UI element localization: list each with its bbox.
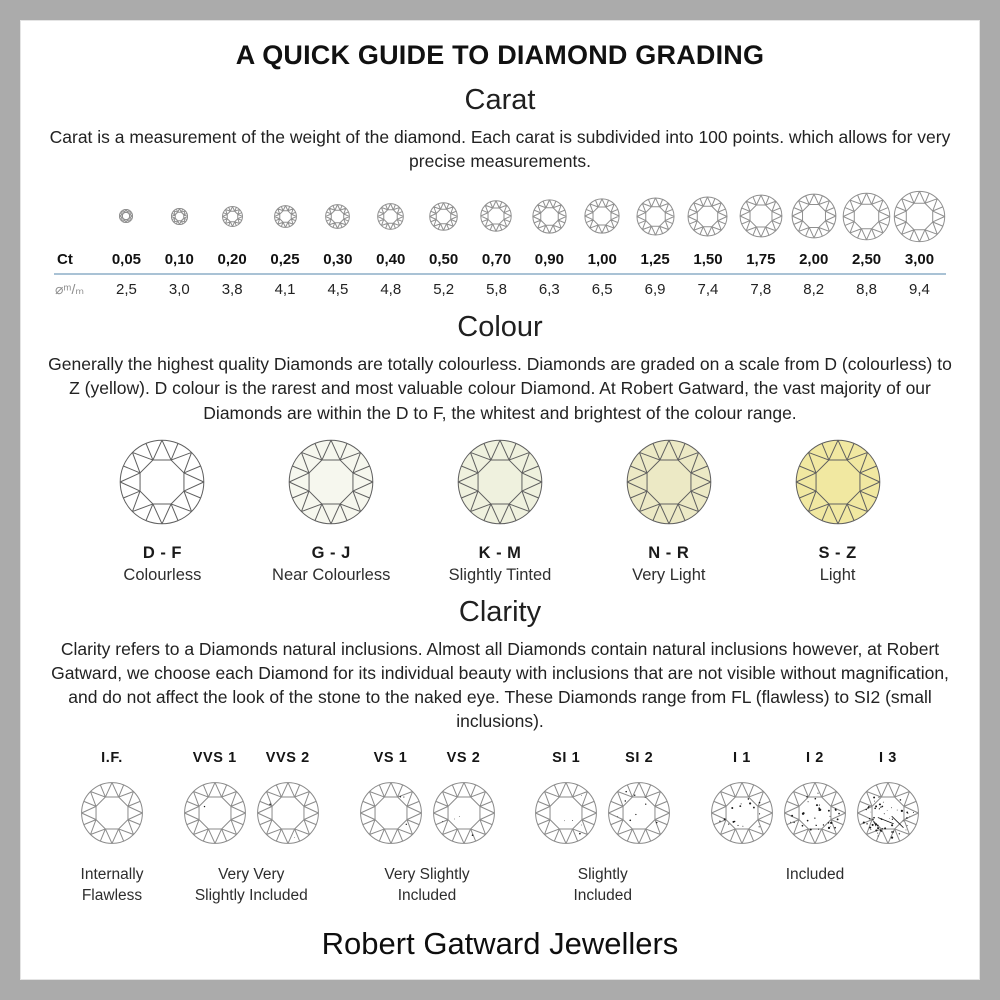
diamond-icon: [625, 438, 713, 531]
diameter-value: 5,8: [486, 281, 507, 299]
diamond-size-icon: [682, 187, 735, 245]
diamond-size-icon: [893, 187, 946, 245]
clarity-group: [80, 750, 144, 906]
colour-grade-label: Very Light: [632, 565, 706, 584]
clarity-group: [710, 750, 920, 906]
colour-grade: [584, 438, 753, 585]
carat-value: 0,05: [100, 245, 153, 275]
carat-value: 2,50: [840, 245, 893, 275]
colour-grade: [416, 438, 585, 585]
diamond-size-icon: [206, 187, 259, 245]
clarity-grade: [256, 750, 320, 850]
diameter-value: 3,0: [168, 281, 190, 299]
clarity-grade-code: I 2: [806, 750, 824, 767]
diameter-value: 4,8: [380, 281, 402, 299]
clarity-group-label: Internally Flawless: [80, 866, 144, 904]
diamond-icon: [710, 781, 774, 850]
clarity-group-label: Included: [785, 866, 845, 884]
clarity-group-grades: [183, 750, 320, 850]
carat-value: 0,10: [153, 245, 206, 275]
clarity-group-grades: [359, 750, 496, 850]
clarity-group: [359, 750, 496, 906]
diamond-size-icon: [629, 187, 682, 245]
carat-table-corner: [54, 187, 100, 245]
diameter-value: 7,4: [697, 281, 719, 299]
diamond-icon: [256, 781, 320, 850]
clarity-group: [183, 750, 320, 906]
carat-value: 2,00: [787, 245, 840, 275]
clarity-grade-code: SI 1: [552, 750, 581, 767]
clarity-heading: Clarity: [458, 595, 542, 628]
carat-value: 1,00: [576, 245, 629, 275]
clarity-grade: [80, 750, 144, 850]
carat-value: 1,25: [629, 245, 682, 275]
carat-heading: Carat: [464, 84, 536, 116]
diamond-icon: [359, 781, 423, 850]
colour-section: [46, 300, 954, 584]
diameter-value: 9,4: [909, 281, 930, 299]
clarity-grade: [183, 750, 247, 850]
diamond-icon: [783, 781, 847, 850]
diamond-size-icon: [417, 187, 470, 245]
diamond-icon: [607, 781, 671, 850]
clarity-group: [534, 750, 671, 906]
diameter-value: 6,5: [591, 281, 613, 299]
diamond-icon: [856, 781, 920, 850]
clarity-grade: [710, 750, 774, 850]
colour-grade-range: D - F: [142, 543, 182, 562]
colour-description: Generally the highest quality Diamonds are totally colourless. Diamonds are graded on a scale from D (colourless) to Z (yellow). D colour is the rarest and most valuable colour Diamond. At Robert Gatward, the vast majority of our Diamonds are within the D to F, the whitest and brightest of the colour range.: [48, 354, 952, 423]
colour-heading: Colour: [457, 311, 543, 344]
carat-value: 0,40: [364, 245, 417, 275]
colour-grade-range: G - J: [311, 543, 351, 562]
diamond-icon: [432, 781, 496, 850]
clarity-group-grades: [80, 750, 144, 850]
colour-grade-range: S - Z: [818, 543, 857, 562]
page-title: A QUICK GUIDE TO DIAMOND GRADING: [235, 40, 765, 70]
colour-grade-label: Near Colourless: [272, 565, 391, 584]
diamond-icon: [456, 438, 544, 531]
diamond-size-icon: [311, 187, 364, 245]
colour-grade: [247, 438, 416, 585]
carat-value: 1,75: [734, 245, 787, 275]
diamond-size-icon: [259, 187, 312, 245]
clarity-grade-code: I 1: [733, 750, 751, 767]
diamond-grading-guide: [20, 20, 980, 980]
diamond-size-icon: [734, 187, 787, 245]
clarity-grades-row: [80, 750, 920, 906]
clarity-grade: [534, 750, 598, 850]
footer-brand: Robert Gatward Jewellers: [321, 926, 679, 962]
clarity-description: Clarity refers to a Diamonds natural inclusions. Almost all Diamonds contain natural inclusions however, at Robert Gatward, we choose each Diamond for its individual beauty with inclusions that are not visible without magnification, and do not affect the look of the stone to the naked eye. These Diamonds range from FL (flawless) to SI2 (small inclusions).: [51, 638, 949, 732]
diamond-icon: [794, 438, 882, 531]
diamond-size-icon: [523, 187, 576, 245]
carat-row-label: Ct: [54, 245, 100, 275]
colour-grade-range: N - R: [648, 543, 690, 562]
diamond-size-icon: [153, 187, 206, 245]
clarity-grade-code: VVS 1: [192, 750, 237, 767]
colour-grade: [753, 438, 922, 585]
diameter-value: 5,2: [433, 281, 455, 299]
carat-value: 0,20: [206, 245, 259, 275]
diameter-value: 2,5: [116, 281, 137, 299]
clarity-group-label: Very Slightly Included: [384, 866, 470, 904]
clarity-grade: [856, 750, 920, 850]
colour-grade: [78, 438, 247, 585]
diamond-size-icon: [787, 187, 840, 245]
carat-description: Carat is a measurement of the weight of the diamond. Each carat is subdivided into 100 points. which allows for very precise measurements.: [49, 127, 951, 172]
clarity-grade-code: SI 2: [625, 750, 654, 767]
carat-value: 0,70: [470, 245, 523, 275]
diamond-icon: [287, 438, 375, 531]
carat-value: 0,90: [523, 245, 576, 275]
diamond-size-icon: [576, 187, 629, 245]
diamond-size-icon: [470, 187, 523, 245]
diameter-row-label: ⌀ᵐ/ₘ: [55, 281, 85, 298]
clarity-grade: [783, 750, 847, 850]
carat-section: [46, 73, 954, 300]
diameter-value: 3,8: [221, 281, 243, 299]
carat-value: 3,00: [893, 245, 946, 275]
diamond-size-icon: [100, 187, 153, 245]
colour-grade-range: K - M: [478, 543, 522, 562]
clarity-grade: [432, 750, 496, 850]
diameter-value: 4,5: [327, 281, 349, 299]
carat-value: 1,50: [682, 245, 735, 275]
diameter-value: 8,8: [856, 281, 877, 299]
clarity-group-grades: [534, 750, 671, 850]
diamond-icon: [183, 781, 247, 850]
clarity-group-grades: [710, 750, 920, 850]
diamond-size-icon: [840, 187, 893, 245]
carat-value: 0,25: [259, 245, 312, 275]
carat-value: 0,50: [417, 245, 470, 275]
clarity-section: [46, 585, 954, 906]
diameter-value: 4,1: [274, 281, 296, 299]
clarity-grade: [607, 750, 671, 850]
colour-grade-label: Slightly Tinted: [448, 565, 552, 584]
clarity-group-label: Very Very Slightly Included: [194, 866, 308, 904]
diamond-icon: [80, 781, 144, 850]
colour-grade-label: Colourless: [123, 565, 202, 584]
diamond-size-icon: [364, 187, 417, 245]
colour-grades-row: [78, 438, 922, 585]
carat-size-table: [54, 187, 946, 298]
diameter-value: 6,3: [538, 281, 560, 299]
clarity-grade-code: VS 2: [446, 750, 481, 767]
clarity-grade-code: VS 1: [373, 750, 408, 767]
diamond-icon: [534, 781, 598, 850]
clarity-group-label: Slightly Included: [573, 866, 633, 904]
clarity-grade: [359, 750, 423, 850]
clarity-grade-code: I.F.: [101, 750, 123, 767]
carat-value: 0,30: [311, 245, 364, 275]
clarity-grade-code: VVS 2: [265, 750, 310, 767]
diamond-icon: [118, 438, 206, 531]
diameter-value: 7,8: [750, 281, 772, 299]
clarity-grade-code: I 3: [879, 750, 897, 767]
diameter-value: 8,2: [803, 281, 825, 299]
diameter-value: 6,9: [644, 281, 666, 299]
colour-grade-label: Light: [819, 565, 856, 584]
